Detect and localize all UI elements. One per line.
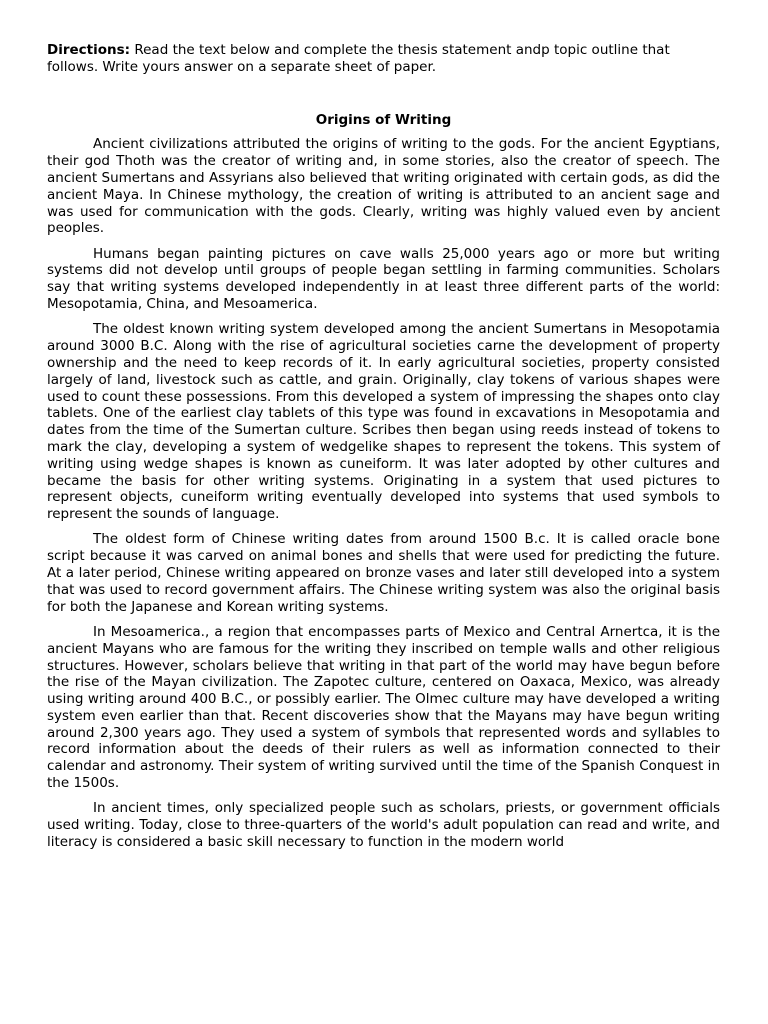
directions [47,42,720,76]
document-title: Origins of Writing [315,111,452,128]
paragraph-5: In Mesoamerica., a region that encompasses parts of Mexico and Central Arnertca, it is the ancient Mayans who are famous for the writing they inscribed on temple walls and other religious structures. However, scholars believe that writing in that part of the world may have begun before the rise of the Mayan civilization. The Zapotec culture, centered on Oaxaca, Mexico, was already using writing around 400 B.C., or possibly earlier. The Olmec culture may have developed a writing system even earlier than that. Recent discoveries show that the Mayans may have begun writing around 2,300 years ago. They used a system of symbols that represented words and syllables to record information about the deeds of their rulers as well as information connected to their calendar and astronomy. Their system of writing survived until the time of the Spanish Conquest in the 1500s. [47,623,720,792]
directions-label: Directions: [47,42,131,58]
paragraph-2: Humans began painting pictures on cave walls 25,000 years ago or more but writing systems did not develop until groups of people began settling in farming communities. Scholars say that writing systems developed independently in at least three different parts of the world: Mesopotamia, China, and Mesoamerica. [47,245,720,313]
paragraph-1: Ancient civilizations attributed the origins of writing to the gods. For the ancient Egyptians, their god Thoth was the creator of writing and, in some stories, also the creator of speech. The ancient Sumertans and Assyrians also believed that writing originated with certain gods, as did the ancient Maya. In Chinese mythology, the creation of writing is attributed to an ancient sage and was used for communication with the gods. Clearly, writing was highly valued even by ancient peoples. [47,136,720,237]
paragraph-3: The oldest known writing system developed among the ancient Sumertans in Mesopotamia around 3000 B.C. Along with the rise of agricultural societies carne the development of property ownership and the need to keep records of it. In early agricultural societies, property consisted largely of land, livestock such as cattle, and grain. Originally, clay tokens of various shapes were used to count these possessions. From this developed a system of impressing the shapes onto clay tablets. One of the earliest clay tablets of this type was found in excavations in Mesopotamia and dates from the time of the Sumertan culture. Scribes then began using reeds instead of tokens to mark the clay, developing a system of wedgelike shapes to represent the tokens. This system of writing using wedge shapes is known as cuneiform. It was later adopted by other cultures and became the basis for other writing systems. Originating in a system that used pictures to represent objects, cuneiform writing eventually developed into systems that used symbols to represent the sounds of language. [47,321,720,523]
directions-text: Read the text below and complete the thesis statement andp topic outline that follows. Write yours answer on a separate sheet of paper. [47,42,670,75]
paragraph-4: The oldest form of Chinese writing dates from around 1500 B.c. It is called oracle bone script because it was carved on animal bones and shells that were used for predicting the future. At a later period, Chinese writing appeared on bronze vases and later still developed into a system that was used to record government affairs. The Chinese writing system was also the original basis for both the Japanese and Korean writing systems. [47,531,720,615]
document-page [47,42,720,859]
paragraph-6: In ancient times, only specialized people such as scholars, priests, or government officials used writing. Today, close to three-quarters of the world's adult population can read and write, and literacy is considered a basic skill necessary to function in the modern world [47,800,720,850]
